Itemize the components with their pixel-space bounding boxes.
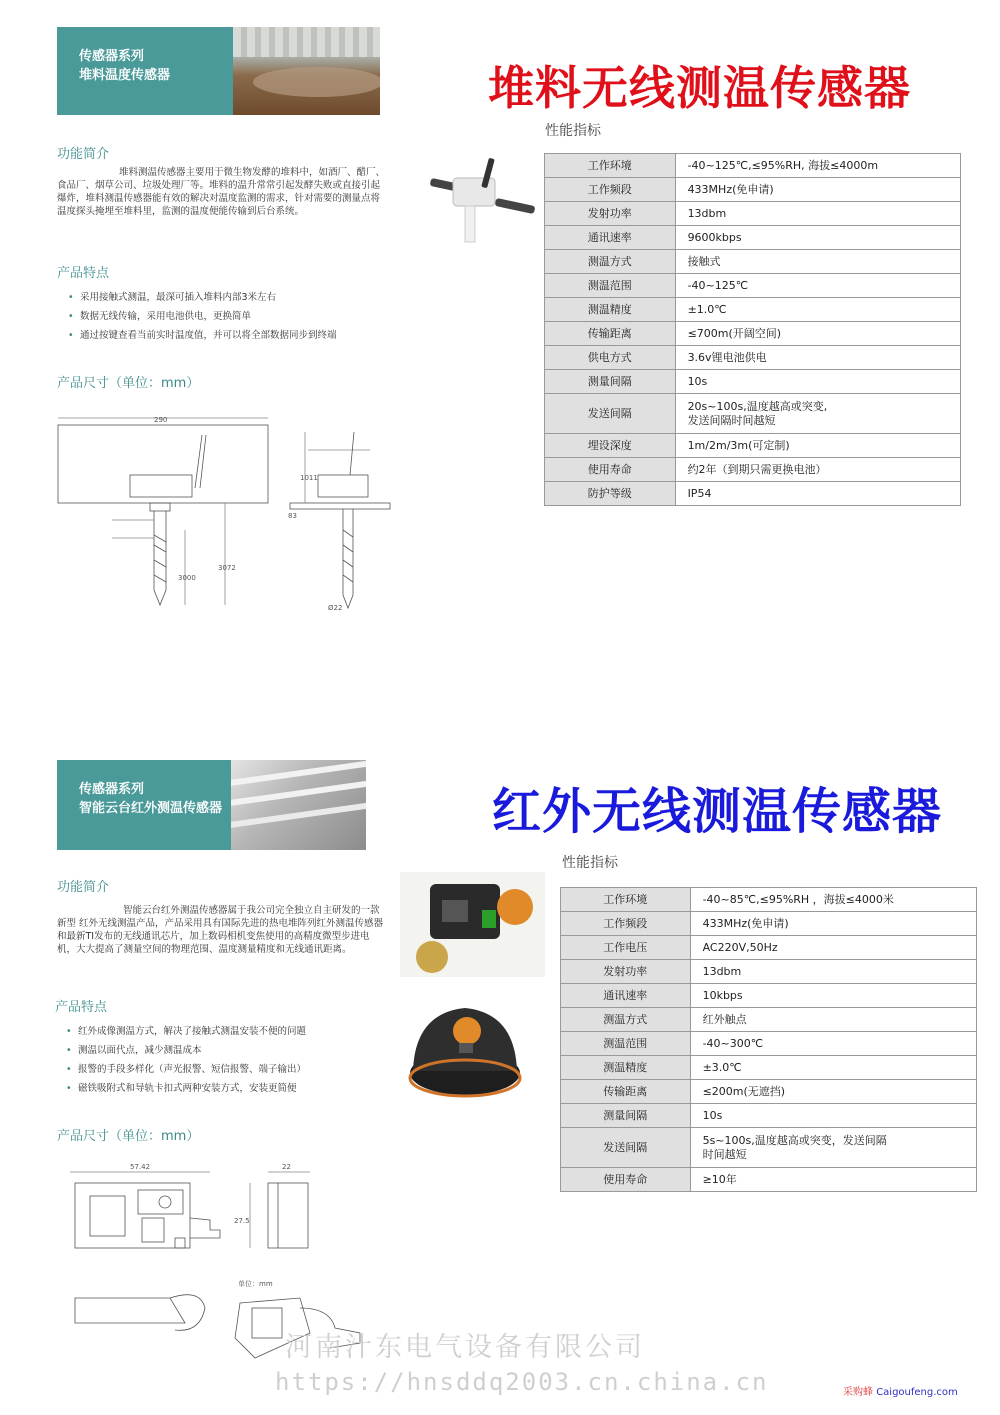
spec-key: 工作频段 — [545, 178, 676, 202]
spec-value-line: 13dbm — [687, 206, 727, 220]
dim-label: 3072 — [218, 564, 236, 572]
pipe-image — [231, 779, 366, 807]
spec-value-line: ≤700m(开阔空间) — [687, 326, 782, 340]
table-row — [545, 322, 961, 346]
spec-value-line: IP54 — [687, 486, 712, 500]
list-item: • 报警的手段多样化（声光报警、短信报警、端子输出） — [64, 1060, 394, 1079]
list-item: • 采用接触式测温，最深可插入堆料内部3米左右 — [66, 288, 396, 307]
spec-key: 发送间隔 — [561, 1128, 691, 1168]
dim-label: 27.5 — [234, 1217, 250, 1225]
section1-intro-heading: 功能简介 — [57, 147, 110, 162]
spec-key: 传输距离 — [561, 1080, 691, 1104]
section1-spec-heading: 性能指标 — [545, 123, 601, 139]
spec-value — [675, 346, 960, 370]
spec-value — [690, 1056, 976, 1080]
device-side-outline — [268, 1183, 308, 1248]
section2-banner-line2: 智能云台红外测温传感器 — [79, 801, 223, 816]
spec-value — [675, 370, 960, 394]
spec-key: 供电方式 — [545, 346, 676, 370]
dim-label: 1011 — [300, 474, 318, 482]
spec-value-line: 10s — [687, 374, 708, 388]
section2-banner — [57, 760, 231, 850]
spec-key: 测温范围 — [545, 274, 676, 298]
spec-value — [675, 202, 960, 226]
spec-value — [690, 1128, 976, 1168]
spec-value-line: 5s~100s,温度越高或突变，发送间隔 — [702, 1133, 887, 1147]
section2-product-image-2 — [405, 993, 525, 1105]
device-front-outline — [75, 1183, 190, 1248]
spec-value — [690, 1168, 976, 1192]
spec-key: 发送间隔 — [545, 394, 676, 434]
table-row — [545, 226, 961, 250]
mounting-plate-outline — [58, 425, 268, 503]
spec-key: 传输距离 — [545, 322, 676, 346]
spec-value-line: 9600kbps — [687, 230, 742, 244]
section1-spec-table — [544, 153, 961, 506]
spec-key: 工作频段 — [561, 912, 691, 936]
section2-banner-photo — [231, 760, 366, 850]
spec-value-line: ≤200m(无遮挡) — [702, 1084, 786, 1098]
section1-banner-line1: 传感器系列 — [79, 49, 145, 64]
spec-value-line: ≥10年 — [702, 1172, 737, 1186]
table-row — [545, 482, 961, 506]
spec-value — [675, 178, 960, 202]
list-item: • 红外成像测温方式，解决了接触式测温安装不便的问题 — [64, 1022, 394, 1041]
table-row — [561, 1168, 977, 1192]
dim-label: 290 — [154, 416, 168, 424]
table-row — [545, 250, 961, 274]
spec-value — [690, 960, 976, 984]
table-row — [561, 912, 977, 936]
spec-value-line: -40~125℃,≤95%RH, 海拔≤4000m — [687, 158, 879, 172]
section1-intro-text: 堆料测温传感器主要用于微生物发酵的堆料中，如酒厂、醋厂、食品厂、烟草公司、垃圾处理厂等。堆料的温升常常引起发酵失败或直接引起爆炸，堆料测温传感器能有效的解决对温度监测的需求，针对需要的测量点将温度探头掩埋至堆料里，监测的温度便能传输到后台系统。 — [57, 167, 386, 217]
dim-label: 83 — [288, 512, 297, 520]
spec-key: 工作环境 — [561, 888, 691, 912]
dim-label: 22 — [282, 1163, 291, 1171]
section2-spec-heading: 性能指标 — [562, 855, 618, 871]
table-row — [561, 1128, 977, 1168]
probe-outline — [154, 511, 166, 605]
spec-key: 工作电压 — [561, 936, 691, 960]
table-row — [545, 202, 961, 226]
spec-value-line: 时间越短 — [702, 1147, 747, 1161]
spec-value — [690, 1032, 976, 1056]
spec-value-line: AC220V,50Hz — [702, 940, 778, 954]
watermark-site — [843, 1383, 958, 1398]
spec-key: 通讯速率 — [545, 226, 676, 250]
spec-value — [690, 1080, 976, 1104]
spec-value-line: 1m/2m/3m(可定制) — [687, 438, 790, 452]
spec-value-line: -40~125℃ — [687, 278, 749, 292]
watermark-company: 河南汁东电气设备有限公司 — [285, 1332, 645, 1363]
spec-key: 防护等级 — [545, 482, 676, 506]
spec-value — [675, 154, 960, 178]
spec-value-line: 接触式 — [687, 254, 721, 268]
spec-key: 测温精度 — [561, 1056, 691, 1080]
spec-key: 发射功率 — [545, 202, 676, 226]
spec-key: 测量间隔 — [561, 1104, 691, 1128]
spec-value — [675, 482, 960, 506]
site-prefix: 采购蜂 — [843, 1387, 873, 1398]
section1-banner — [57, 27, 233, 115]
spec-key: 测温方式 — [545, 250, 676, 274]
section2-spec-table — [560, 887, 977, 1192]
table-row — [561, 1008, 977, 1032]
spec-value-line: 10s — [702, 1108, 723, 1122]
section2-title: 红外无线测温传感器 — [492, 783, 943, 840]
spec-value-line: -40~300℃ — [702, 1036, 764, 1050]
section1-product-image — [425, 150, 535, 250]
dim-label: Ø22 — [328, 604, 343, 612]
spec-key: 测温范围 — [561, 1032, 691, 1056]
list-item: • 数据无线传输，采用电池供电，更换简单 — [66, 307, 396, 326]
spec-value — [690, 936, 976, 960]
spec-key: 发射功率 — [561, 960, 691, 984]
table-row — [545, 178, 961, 202]
section1-size-heading: 产品尺寸（单位：mm） — [57, 376, 200, 391]
spec-key: 使用寿命 — [561, 1168, 691, 1192]
spec-value-line: ±3.0℃ — [702, 1060, 742, 1074]
dim-label: 3000 — [178, 574, 196, 582]
pipe-image — [231, 801, 366, 829]
spec-value-line: -40~85℃,≤95%RH ，海拔≤4000米 — [702, 892, 894, 906]
section1-features-list — [66, 288, 396, 345]
section2-size-heading: 产品尺寸（单位：mm） — [57, 1129, 200, 1144]
spec-value — [675, 226, 960, 250]
spec-key: 测温方式 — [561, 1008, 691, 1032]
table-row — [561, 888, 977, 912]
dim-label: 单位：mm — [238, 1280, 273, 1288]
section2-features-list — [64, 1022, 394, 1098]
table-row — [545, 346, 961, 370]
table-row — [545, 394, 961, 434]
spec-value — [690, 912, 976, 936]
list-item: • 通过按键查看当前实时温度值，并可以将全部数据同步到终端 — [66, 326, 396, 345]
spec-value-line: 20s~100s,温度越高或突变, — [687, 399, 828, 413]
table-row — [561, 1032, 977, 1056]
table-row — [561, 936, 977, 960]
spec-value — [690, 888, 976, 912]
device-top-outline — [75, 1298, 185, 1323]
spec-key: 通讯速率 — [561, 984, 691, 1008]
spec-value — [690, 1008, 976, 1032]
table-row — [561, 1104, 977, 1128]
site-domain: Caigoufeng.com — [876, 1387, 958, 1398]
spec-key: 工作环境 — [545, 154, 676, 178]
spec-key: 测温精度 — [545, 298, 676, 322]
table-row — [545, 298, 961, 322]
section2-banner-line1: 传感器系列 — [79, 782, 145, 797]
spec-value-line: 433MHz(免申请) — [702, 916, 789, 930]
spec-value-line: 发送间隔时间越短 — [687, 413, 776, 427]
section2-features-heading: 产品特点 — [55, 1000, 108, 1015]
section1-features-heading: 产品特点 — [57, 266, 110, 281]
table-row — [545, 274, 961, 298]
spec-value-line: 约2年（到期只需更换电池） — [687, 462, 827, 476]
spec-key: 埋设深度 — [545, 434, 676, 458]
spec-value — [675, 434, 960, 458]
section2-product-image-1 — [400, 872, 545, 977]
section1-banner-photo — [233, 27, 380, 115]
spec-value-line: 433MHz(免申请) — [687, 182, 774, 196]
spec-value — [675, 250, 960, 274]
spec-value-line: 10kbps — [702, 988, 743, 1002]
spec-value — [675, 458, 960, 482]
table-row — [545, 458, 961, 482]
spec-key: 测量间隔 — [545, 370, 676, 394]
spec-key: 使用寿命 — [545, 458, 676, 482]
list-item: • 磁铁吸附式和导轨卡扣式两种安装方式，安装更简便 — [64, 1079, 394, 1098]
table-row — [545, 434, 961, 458]
dim-label: 57.42 — [130, 1163, 151, 1171]
section1-banner-line2: 堆料温度传感器 — [79, 68, 171, 83]
spec-value — [675, 274, 960, 298]
spec-value — [675, 394, 960, 434]
factory-roof-image — [233, 27, 380, 57]
spec-value — [690, 1104, 976, 1128]
watermark-url: https://hnsddq2003.cn.china.cn — [275, 1368, 769, 1396]
table-row — [545, 370, 961, 394]
steam-image — [253, 67, 380, 97]
table-row — [545, 154, 961, 178]
table-row — [561, 984, 977, 1008]
spec-value-line: ±1.0℃ — [687, 302, 727, 316]
section2-intro-text: 智能云台红外测温传感器属于我公司完全独立自主研发的一款新型 红外无线测温产品，产品采用具有国际先进的热电堆阵列红外测温传感器和最新TI发布的无线通讯芯片，加上数码相机变焦使用的高精度微型步进电机，大大提高了测量空间的物理范围、温度测量精度和无线通讯距离。 — [57, 905, 384, 955]
section1-title: 堆料无线测温传感器 — [488, 61, 911, 115]
sensor-housing-outline — [130, 475, 192, 497]
spec-value — [690, 984, 976, 1008]
table-row — [561, 1056, 977, 1080]
spec-value — [675, 322, 960, 346]
spec-value-line: 13dbm — [702, 964, 742, 978]
spec-value — [675, 298, 960, 322]
list-item: • 测温以面代点，减少测温成本 — [64, 1041, 394, 1060]
spec-value-line: 3.6v锂电池供电 — [687, 350, 767, 364]
spec-value-line: 红外触点 — [702, 1012, 747, 1026]
section2-intro-heading: 功能简介 — [57, 880, 110, 895]
section1-dimension-drawing — [50, 410, 395, 625]
table-row — [561, 960, 977, 984]
table-row — [561, 1080, 977, 1104]
